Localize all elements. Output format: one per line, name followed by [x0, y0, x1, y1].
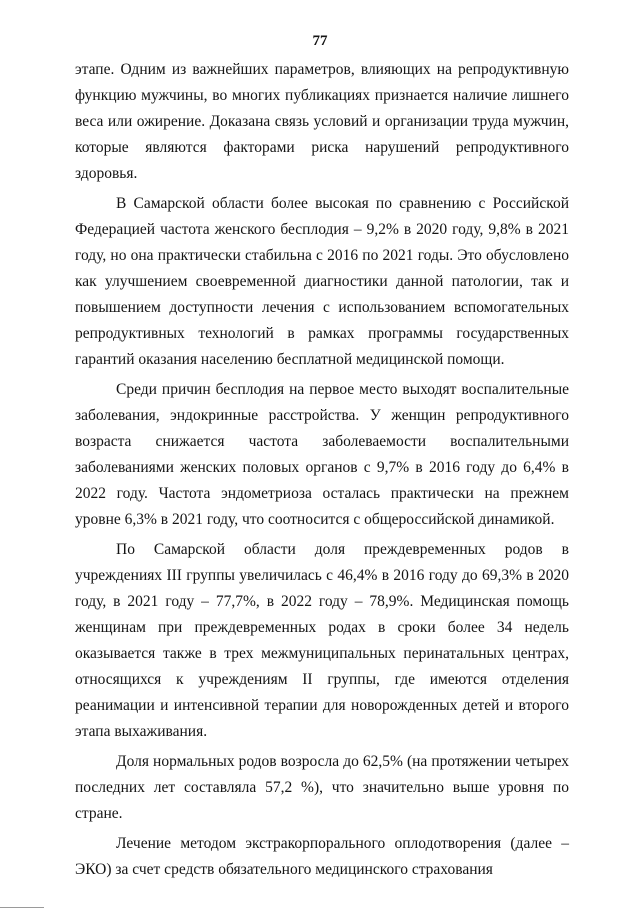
paragraph-infertility-causes: Среди причин бесплодия на первое место выходят воспалительные заболевания, эндокринные расстройства. У женщин репродуктивного возраста снижается частота заболеваемости воспалительными заболеваниями женских половых органов с 9,7% в 2016 году до 6,4% в 2022 году. Частота эндометриоза осталась практически на прежнем уровне 6,3% в 2021 году, что соотносится с общероссийской динамикой.	[75, 381, 569, 528]
paragraph-normal-births: Доля нормальных родов возросла до 62,5% (на протяжении четырех последних лет составляла 57,2 %), что значительно выше уровня по стране.	[75, 753, 569, 822]
scan-edge-mark	[0, 907, 44, 908]
paragraph-infertility-rate: В Самарской области более высокая по сравнению с Российской Федерацией частота женского бесплодия – 9,2% в 2020 году, 9,8% в 2021 году, но она практически стабильна с 2016 по 2021 годы. Это обусловлено как улучшением своевременной диагностики данной патологии, так и повышением доступности лечения с использованием вспомогательных репродуктивных технологий в рамках программы государственных гарантий оказания населению бесплатной медицинской помощи.	[75, 195, 569, 368]
paragraph-preterm-births: По Самарской области доля преждевременных родов в учреждениях III группы увеличилась с 46,4% в 2016 году до 69,3% в 2020 году, в 2021 году – 77,7%, в 2022 году – 78,9%. Медицинская помощь женщинам при преждевременных родах в сроки более 34 недель оказывается также в трех межмуниципальных перинатальных центрах, относящихся к учреждениям II группы, где имеются отделения реанимации и интенсивной терапии для новорожденных детей и второго этапа выхаживания.	[75, 541, 569, 740]
page-number: 77	[312, 33, 328, 49]
document-body	[75, 57, 569, 887]
paragraph-ivf-treatment: Лечение методом экстракорпорального оплодотворения (далее – ЭКО) за счет средств обязательного медицинского страхования	[75, 835, 569, 878]
paragraph-continuation: этапе. Одним из важнейших параметров, влияющих на репродуктивную функцию мужчины, во многих публикациях признается наличие лишнего веса или ожирение. Доказана связь условий и организации труда мужчин, которые являются факторами риска нарушений репродуктивного здоровья.	[75, 61, 569, 182]
